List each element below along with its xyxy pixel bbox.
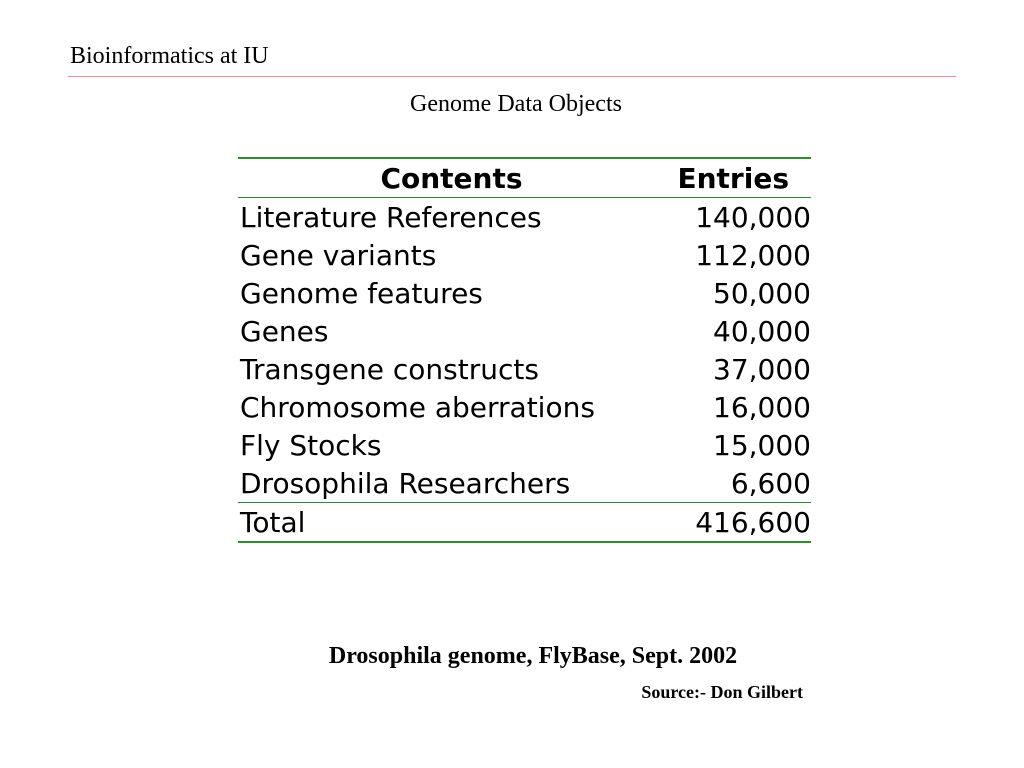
row-content: Genes bbox=[240, 314, 329, 348]
header-title: Bioinformatics at IU bbox=[70, 43, 269, 69]
column-header-entries: Entries bbox=[677, 161, 789, 195]
row-entries: 40,000 bbox=[713, 314, 811, 348]
table-total-row bbox=[238, 503, 811, 543]
row-entries: 15,000 bbox=[713, 428, 811, 462]
table-row bbox=[238, 198, 811, 237]
table-row bbox=[238, 236, 811, 274]
row-entries: 16,000 bbox=[713, 390, 811, 424]
row-content: Gene variants bbox=[240, 238, 437, 272]
row-entries: 50,000 bbox=[713, 276, 811, 310]
source-credit: Source:- Don Gilbert bbox=[641, 682, 803, 702]
row-content: Fly Stocks bbox=[240, 428, 382, 462]
header-divider bbox=[68, 76, 956, 77]
row-content: Drosophila Researchers bbox=[240, 466, 571, 500]
table-row bbox=[238, 388, 811, 426]
row-entries: 37,000 bbox=[713, 352, 811, 386]
total-value: 416,600 bbox=[695, 505, 811, 539]
genome-data-table bbox=[238, 157, 811, 543]
table-row bbox=[238, 464, 811, 503]
table-header-row bbox=[238, 158, 811, 198]
row-content: Chromosome aberrations bbox=[240, 390, 595, 424]
row-content: Transgene constructs bbox=[240, 352, 539, 386]
figure-caption: Drosophila genome, FlyBase, Sept. 2002 bbox=[328, 643, 738, 669]
row-entries: 112,000 bbox=[695, 238, 811, 272]
row-content: Genome features bbox=[240, 276, 483, 310]
slide-title: Genome Data Objects bbox=[410, 91, 622, 117]
row-entries: 140,000 bbox=[695, 200, 811, 234]
total-label: Total bbox=[240, 505, 306, 539]
row-entries: 6,600 bbox=[730, 466, 811, 500]
table-row bbox=[238, 312, 811, 350]
row-content: Literature References bbox=[240, 200, 542, 234]
table-row bbox=[238, 350, 811, 388]
table-row bbox=[238, 274, 811, 312]
column-header-contents: Contents bbox=[380, 161, 523, 195]
table-row bbox=[238, 426, 811, 464]
